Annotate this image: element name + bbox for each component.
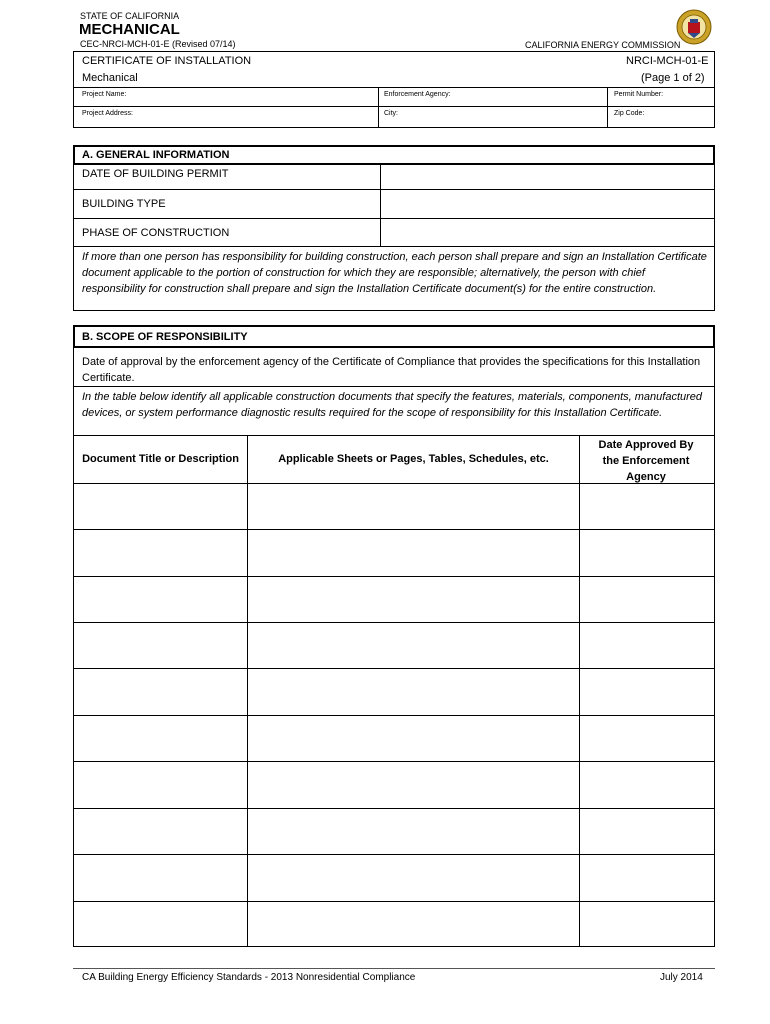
date-of-permit-input[interactable] xyxy=(381,166,714,188)
phase-input[interactable] xyxy=(381,219,714,245)
section-b-title: B. SCOPE OF RESPONSIBILITY xyxy=(82,331,248,343)
building-type-label: BUILDING TYPE xyxy=(82,198,166,210)
city-field[interactable]: City: xyxy=(384,110,398,117)
column-header-sheets: Applicable Sheets or Pages, Tables, Schedules, etc. xyxy=(278,453,549,465)
commission-seal-icon xyxy=(676,9,712,45)
enforcement-agency-field[interactable]: Enforcement Agency: xyxy=(384,91,451,98)
permit-number-field[interactable]: Permit Number: xyxy=(614,91,664,98)
certificate-title: CERTIFICATE OF INSTALLATION xyxy=(82,55,252,67)
table-row[interactable] xyxy=(74,484,714,529)
project-name-field[interactable]: Project Name: xyxy=(82,91,127,98)
zip-code-field[interactable]: Zip Code: xyxy=(614,110,645,117)
state-label: STATE OF CALIFORNIA xyxy=(80,11,180,21)
table-instruction: In the table below identify all applicable construction documents that specify the features, materials, components, manufactured devices, or system performance diagnostic results required for the scope of responsibility for this Installation Certificate. xyxy=(82,391,703,419)
certificate-code: NRCI-MCH-01-E xyxy=(626,55,709,67)
table-row[interactable] xyxy=(74,669,714,715)
building-type-input[interactable] xyxy=(381,190,714,217)
table-row[interactable] xyxy=(74,623,714,668)
footer-date: July 2014 xyxy=(660,972,703,983)
table-row[interactable] xyxy=(74,530,714,576)
form-subtitle: Mechanical xyxy=(82,72,138,84)
agency-name: CALIFORNIA ENERGY COMMISSION xyxy=(525,40,681,50)
table-row[interactable] xyxy=(74,855,714,901)
table-row[interactable] xyxy=(74,809,714,854)
column-header-date-approved: Date Approved By the Enforcement Agency xyxy=(598,439,694,483)
date-of-permit-label: DATE OF BUILDING PERMIT xyxy=(82,168,229,180)
column-header-document: Document Title or Description xyxy=(82,453,239,465)
form-revision: CEC-NRCI-MCH-01-E (Revised 07/14) xyxy=(80,39,236,49)
approval-date-text: Date of approval by the enforcement agency of the Certificate of Compliance that provides the specifications for this Installation Certificate. xyxy=(82,356,701,384)
table-row[interactable] xyxy=(74,762,714,808)
phase-of-construction-label: PHASE OF CONSTRUCTION xyxy=(82,227,230,239)
table-row[interactable] xyxy=(74,716,714,761)
footer-standards: CA Building Energy Efficiency Standards - 2013 Nonresidential Compliance xyxy=(82,972,416,983)
responsibility-note: If more than one person has responsibility for building construction, each person shall prepare and sign an Installation Certificate document applicable to the portion of construction for which they are responsible; alternatively, the person with chief responsibility for construction shall prepare and sign the Installation Certificate document(s) for the entire construction. xyxy=(82,251,707,295)
section-a-title: A. GENERAL INFORMATION xyxy=(82,149,230,161)
category-title: MECHANICAL xyxy=(79,21,180,38)
page-indicator: (Page 1 of 2) xyxy=(641,72,705,84)
table-row[interactable] xyxy=(74,902,714,946)
project-address-field[interactable]: Project Address: xyxy=(82,110,133,117)
table-row[interactable] xyxy=(74,577,714,622)
